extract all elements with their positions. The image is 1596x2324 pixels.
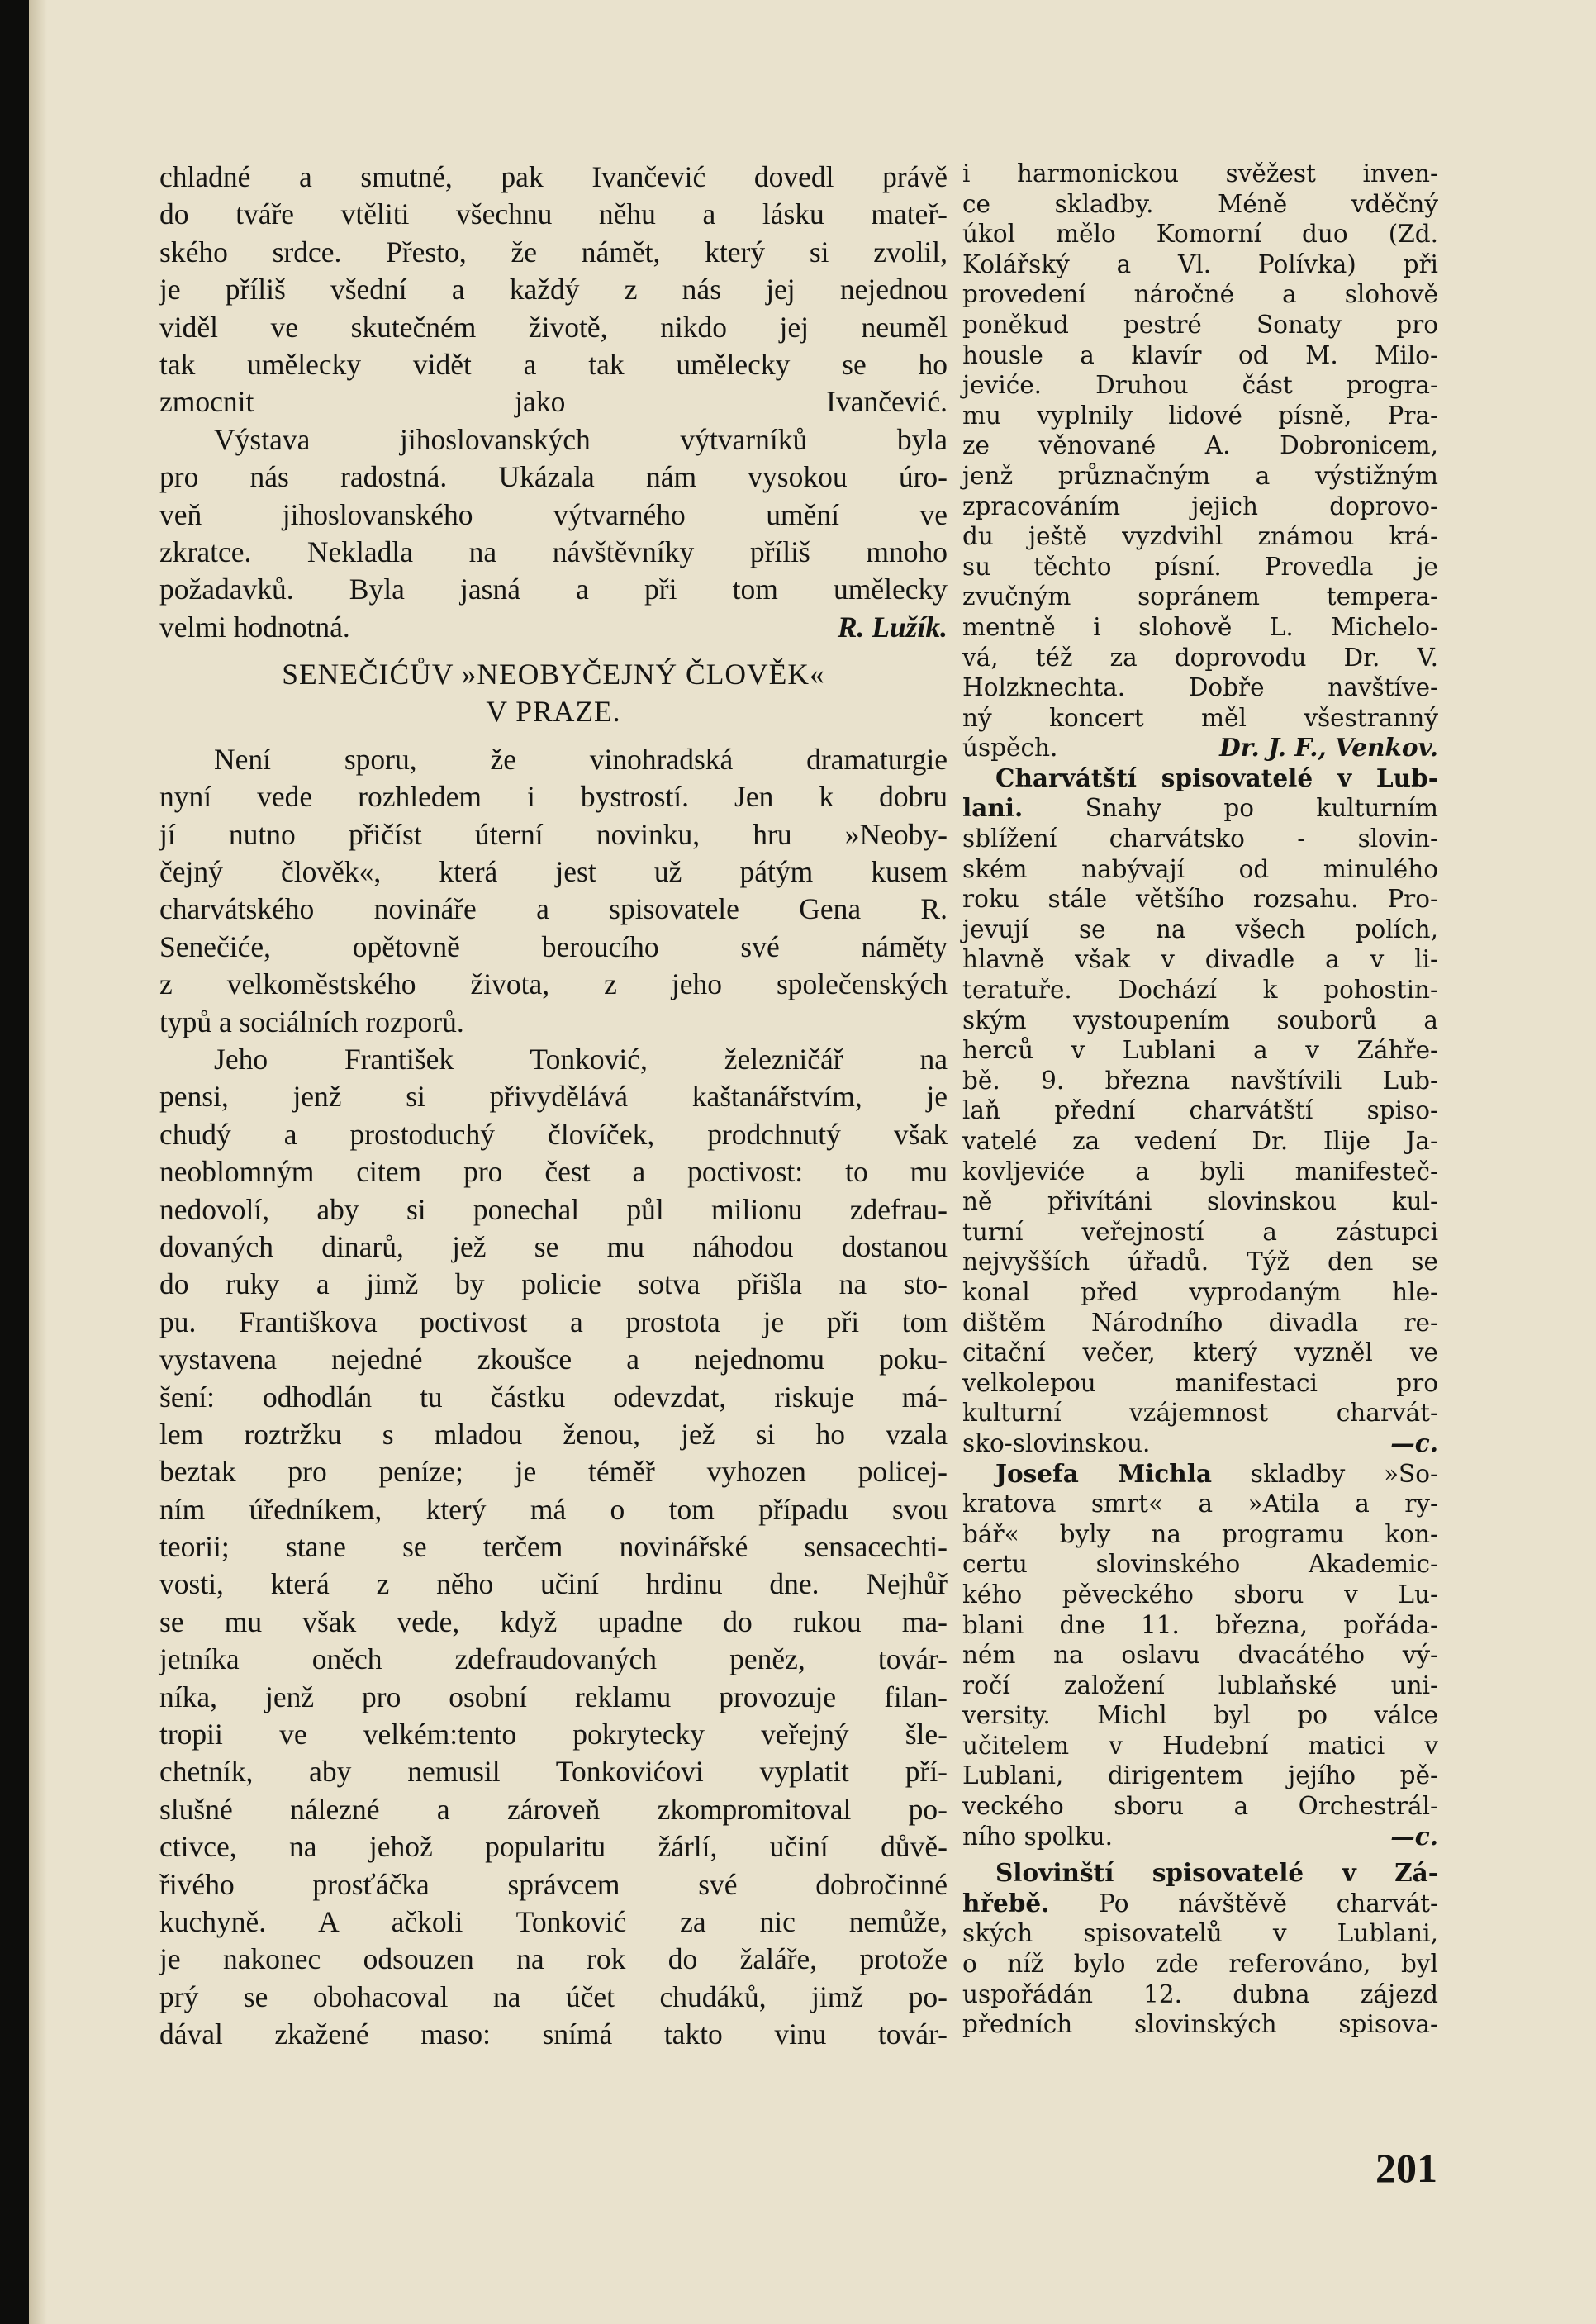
text-line: je nakonec odsouzen na rok do žaláře, protože [159,1942,948,1976]
text-line: jenž průznačným a výstižným [962,461,1438,490]
page-spine-shadow [29,0,47,2324]
text-line: čejný člověk«, která jest už pátým kusem [159,855,948,889]
section-title-end: lani. [962,793,1024,823]
right-paragraph-2-last [962,1428,1438,1459]
text-line: do ruky a jimž by policie sotva přišla na sto- [159,1267,948,1301]
text-line: pensi, jenž si přivydělává kaštanářstvím, je [159,1080,948,1114]
text-line: Výstava jihoslovanských výtvarníků byla [214,422,948,456]
text-line: jevují se na všech polích, [962,915,1438,943]
text-line: poněkud pestré Sonaty pro [962,310,1438,339]
text-line: vystavena nejedné zkoušce a nejednomu poku- [159,1343,948,1376]
author-signature: R. Lužík. [837,610,948,644]
text-line: jetníka oněch zdefraudovaných peněz, továr- [159,1642,948,1676]
text-line: šení: odhodlán tu částku odevzdat, riskuje má- [159,1380,948,1414]
text-line: řivého prosťáčka správcem své dobročinné [159,1867,948,1901]
text-line: su těchto písní. Provedla je [962,552,1438,581]
left-paragraph-4 [159,1041,948,2054]
text-line: jí nutno přičíst úterní novinku, hru »Neoby- [159,817,948,851]
text-line: nedovolí, aby si ponechal půl milionu zdefrau- [159,1192,948,1226]
text-line: versity. Michl byl po válce [962,1701,1438,1730]
text-line: hlavně však v divadle a v li- [962,945,1438,974]
right-paragraph-4-title [962,1858,1438,1889]
right-paragraph-2-title [962,763,1438,794]
text-line: ročí založení lublaňské uni- [962,1671,1438,1699]
text-line: nyní vede rozhledem i bystrostí. Jen k dobru [159,780,948,814]
text-line: charvátského novináře a spisovatele Gena R. [159,892,948,926]
text-line: certu slovinského Akademic- [962,1550,1438,1579]
text-line: tropii ve velkém:tento pokrytecky veřejný šle- [159,1718,948,1751]
text-line: ctivce, na jehož popularitu žárlí, učiní důvě- [159,1830,948,1864]
text-line: kého pěveckého sboru v Lu- [962,1580,1438,1609]
left-paragraph-2 [159,421,948,609]
right-paragraph-3-last [962,1822,1438,1852]
text-line: prý se obohacoval na účet chudáků, jimž po- [159,1979,948,2013]
text-line: bář« byly na programu kon- [962,1519,1438,1548]
text-line: housle a klavír od M. Milo- [962,340,1438,369]
right-paragraph-1-last [962,733,1438,763]
text-line: dištěm Národního divadla re- [962,1308,1438,1337]
text-line: je příliš všední a každý z nás jej nejednou [159,273,948,307]
text-line: mu vyplnily lidové písně, Pra- [962,401,1438,430]
right-paragraph-4 [962,1918,1438,2039]
article-heading-line-2: V PRAZE. [486,695,621,729]
left-column [159,159,948,2054]
text-line: jeviće. Druhou část progra- [962,371,1438,400]
left-paragraph-2-last [159,609,948,646]
right-paragraph-3 [962,1489,1438,1822]
page-number: 201 [1375,2145,1437,2191]
text-line: kulturní vzájemnost charvát- [962,1399,1438,1428]
article-heading-line-1: SENEČIĆŮV »NEOBYČEJNÝ ČLOVĚK« [282,658,825,691]
right-paragraph-4-first-text: Po návštěvě charvát- [1099,1889,1438,1918]
text-line: níka, jenž pro osobní reklamu provozuje filan- [159,1680,948,1713]
text-line: předních slovinských spisova- [962,2010,1438,2039]
text-line: vá, též za doprovodu Dr. V. [962,643,1438,672]
text-line: uspořádán 12. dubna zájezd [962,1979,1438,2008]
text-line: ném na oslavu dvacátého vý- [962,1641,1438,1670]
text-line: mentně i slohově L. Michelo- [962,612,1438,641]
text-line: beztak pro peníze; je téměř vyhozen policej- [159,1455,948,1489]
right-column [962,159,1438,2040]
text-line: chladné a smutné, pak Ivančević dovedl právě [159,160,948,193]
text-line: zvučným sopránem tempera- [962,582,1438,611]
text-line: dovaných dinarů, jež se mu náhodou dostanou [159,1229,948,1263]
text-line: Senečiće, opětovně beroucího své náměty [159,929,948,963]
text-line: vatelé za vedení Dr. Ilije Ja- [962,1127,1438,1155]
text-line: Kolářský a Vl. Polívka) při [962,250,1438,278]
right-paragraph-3-first-text: skladby »So- [1250,1459,1438,1488]
text-line: ný koncert měl všestranný [962,703,1438,732]
text-line: zpracováním jejich doprovo- [962,492,1438,520]
text-line: pro nás radostná. Ukázala nám vysokou úro- [159,460,948,494]
section-title: Charvátští spisovatelé v Lub- [995,763,1438,792]
signature-c: —c. [1390,1821,1438,1851]
text-line: i harmonickou svěžest inven- [962,159,1438,188]
text-line: Není sporu, že vinohradská dramaturgie [214,742,948,776]
right-paragraph-3-first [962,1459,1438,1490]
text-line: roku stále většího rozsahu. Pro- [962,885,1438,914]
text-line: provedení náročné a slohově [962,280,1438,309]
text-line: ze věnované A. Dobronicem, [962,431,1438,460]
magazine-page [29,0,1596,2324]
section-title: Josefa Michla [995,1458,1213,1488]
right-paragraph-2-first [962,793,1438,824]
left-paragraph-3-last: typů a sociálních rozporů. [159,1005,464,1038]
text-line: pu. Františkova poctivost a prostota je při tom [159,1305,948,1338]
text-line: se mu však vede, když upadne do rukou ma- [159,1604,948,1638]
text-line: slušné nálezné a zároveň zkompromitoval po- [159,1792,948,1826]
text-line: kuchyně. A ačkoli Tonković za nic nemůže, [159,1904,948,1938]
text-line: kratova smrt« a »Atila a ry- [962,1490,1438,1518]
text-line: do tváře vtěliti všechnu něhu a lásku mateř- [159,197,948,231]
text-line: požadavků. Byla jasná a při tom umělecky [159,573,948,606]
text-line: ním úředníkem, který má o tom případu svou [159,1492,948,1526]
text-line: bě. 9. března navštívili Lub- [962,1066,1438,1095]
text-line: Holzknechta. Dobře navštíve- [962,673,1438,702]
text-line: veň jihoslovanského výtvarného umění ve [159,497,948,531]
signature-c: —c. [1390,1428,1438,1457]
right-paragraph-2-end-text: sko-slovinskou. [962,1428,1151,1457]
text-line: du ještě vyzdvihl známou krá- [962,522,1438,551]
text-line: tak umělecky vidět a tak umělecky se ho [159,347,948,381]
left-paragraph-1 [159,159,948,421]
text-line: ského srdce. Přesto, že námět, který si zvolil, [159,235,948,269]
text-line: lem roztržku s mladou ženou, jež si ho vzala [159,1417,948,1451]
right-paragraph-1-end-text: úspěch. [962,734,1058,763]
text-line: ském nabývají od minulého [962,854,1438,883]
text-line: chetník, aby nemusil Tonkovićovi vyplatit pří- [159,1755,948,1789]
text-line: zkratce. Nekladla na návštěvníky příliš mnoho [159,535,948,568]
text-line: Jeho František Tonković, železničář na [214,1042,948,1076]
right-paragraph-3-end-text: ního spolku. [962,1822,1114,1851]
text-line: neoblomným citem pro čest a poctivost: to mu [159,1155,948,1189]
text-line: nejvyšších úřadů. Týž den se [962,1248,1438,1276]
text-line: teorii; stane se terčem novinářské sensacechti- [159,1530,948,1564]
text-line: velkolepou manifestaci pro [962,1368,1438,1397]
source-signature: Dr. J. F., Venkov. [1219,733,1438,763]
section-title-end: hřebě. [962,1888,1050,1918]
text-line: viděl ve skutečném životě, nikdo jej neuměl [159,310,948,344]
right-paragraph-1 [962,159,1438,733]
text-line: ským vystoupením souborů a [962,1005,1438,1034]
left-paragraph-3 [159,741,948,1004]
right-paragraph-2-first-text: Snahy po kulturním [1085,794,1438,823]
text-line: z velkoměstského života, z jeho společenských [159,967,948,1001]
text-line: kovljeviće a byli manifesteč- [962,1157,1438,1186]
text-line: o níž bylo zde referováno, byl [962,1950,1438,1979]
text-line: blani dne 11. března, pořáda- [962,1610,1438,1639]
text-line: laň přední charvátští spiso- [962,1096,1438,1125]
text-line: konal před vyprodaným hle- [962,1277,1438,1306]
text-line: úkol mělo Komorní duo (Zd. [962,220,1438,249]
text-line: Lublani, dirigentem jejího pě- [962,1761,1438,1790]
text-line: herců v Lublani a v Záhře- [962,1036,1438,1065]
text-line: dával zkažené maso: snímá takto vinu továr- [159,2017,948,2051]
text-line: vosti, která z něho učiní hrdinu dne. Nejhůř [159,1567,948,1601]
text-line: ce skladby. Méně vděčný [962,189,1438,218]
right-paragraph-4-first [962,1889,1438,1919]
left-paragraph-2-end-text: velmi hodnotná. [159,610,350,644]
section-title: Slovinští spisovatelé v Zá- [995,1858,1438,1888]
text-line: teratuře. Dochází k pohostin- [962,976,1438,1005]
text-line: veckého sboru a Orchestrál- [962,1792,1438,1821]
text-line: chudý a prostoduchý človíček, prodchnutý však [159,1117,948,1151]
text-line: ně přivítáni slovinskou kul- [962,1187,1438,1216]
text-line: citační večer, který vyzněl ve [962,1338,1438,1367]
text-line: zmocnit jako Ivančević. [159,385,948,419]
text-line: učitelem v Hudební matici v [962,1731,1438,1760]
right-paragraph-2 [962,824,1438,1428]
text-line: sblížení charvátsko - slovin- [962,825,1438,853]
text-line: turní veřejností a zástupci [962,1217,1438,1246]
text-line: ských spisovatelů v Lublani, [962,1919,1438,1948]
